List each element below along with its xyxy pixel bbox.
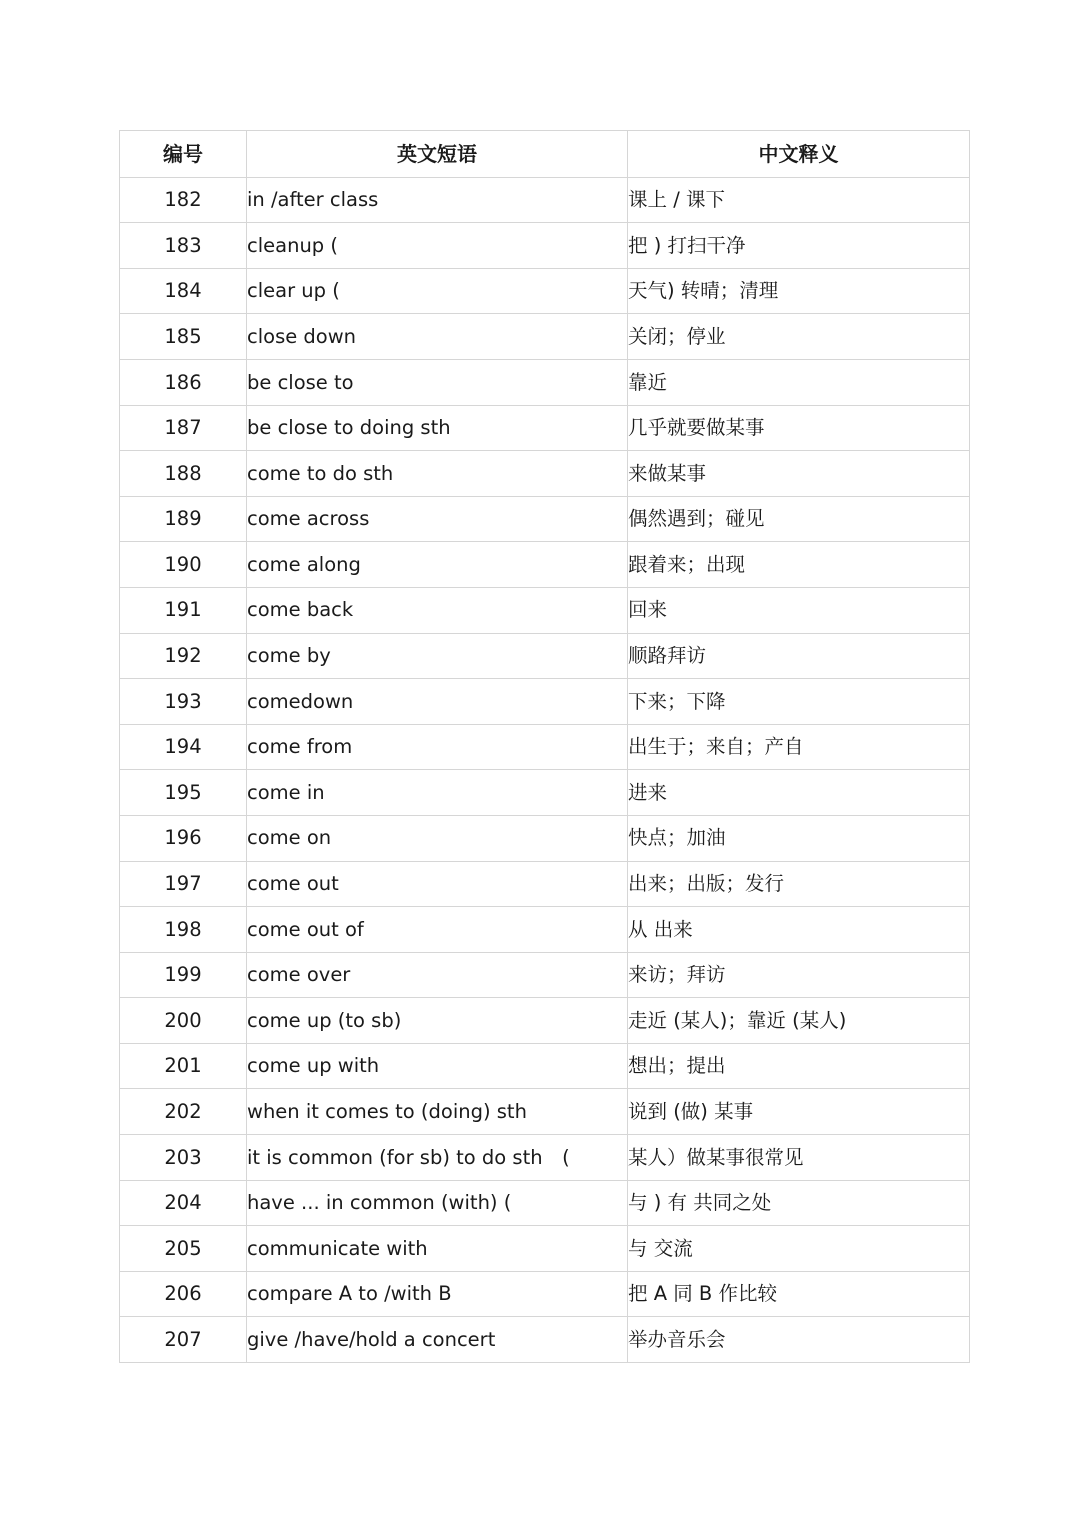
english-phrase: close down bbox=[247, 314, 628, 360]
table-body bbox=[120, 177, 970, 1362]
row-number: 184 bbox=[120, 268, 247, 314]
chinese-meaning: 出生于；来自；产自 bbox=[628, 724, 970, 770]
table-row bbox=[120, 1226, 970, 1272]
row-number: 185 bbox=[120, 314, 247, 360]
english-phrase: when it comes to (doing) sth bbox=[247, 1089, 628, 1135]
table-row bbox=[120, 359, 970, 405]
table-row bbox=[120, 861, 970, 907]
chinese-meaning: 与 ) 有 共同之处 bbox=[628, 1180, 970, 1226]
english-phrase: come up (to sb) bbox=[247, 998, 628, 1044]
chinese-meaning: 关闭；停业 bbox=[628, 314, 970, 360]
chinese-meaning: 走近 (某人)；靠近 (某人) bbox=[628, 998, 970, 1044]
chinese-meaning: 想出；提出 bbox=[628, 1043, 970, 1089]
chinese-meaning: 从 出来 bbox=[628, 907, 970, 953]
english-phrase: come back bbox=[247, 587, 628, 633]
chinese-meaning: 来访；拜访 bbox=[628, 952, 970, 998]
english-phrase: have ... in common (with) ( bbox=[247, 1180, 628, 1226]
english-phrase: come in bbox=[247, 770, 628, 816]
table-header-row bbox=[120, 131, 970, 178]
table-row bbox=[120, 223, 970, 269]
english-phrase: cleanup ( bbox=[247, 223, 628, 269]
row-number: 205 bbox=[120, 1226, 247, 1272]
chinese-meaning: 与 交流 bbox=[628, 1226, 970, 1272]
english-phrase: communicate with bbox=[247, 1226, 628, 1272]
row-number: 201 bbox=[120, 1043, 247, 1089]
chinese-meaning: 下来；下降 bbox=[628, 679, 970, 725]
header-chinese-meaning: 中文释义 bbox=[628, 131, 970, 178]
chinese-meaning: 天气) 转晴；清理 bbox=[628, 268, 970, 314]
english-phrase: come by bbox=[247, 633, 628, 679]
english-phrase: give /have/hold a concert bbox=[247, 1317, 628, 1363]
english-phrase: come up with bbox=[247, 1043, 628, 1089]
english-phrase: come from bbox=[247, 724, 628, 770]
table-row bbox=[120, 907, 970, 953]
row-number: 200 bbox=[120, 998, 247, 1044]
english-phrase: come to do sth bbox=[247, 451, 628, 497]
row-number: 188 bbox=[120, 451, 247, 497]
english-phrase: come on bbox=[247, 815, 628, 861]
row-number: 189 bbox=[120, 496, 247, 542]
table-row bbox=[120, 268, 970, 314]
table-row bbox=[120, 1043, 970, 1089]
vocabulary-table bbox=[119, 130, 970, 1363]
chinese-meaning: 出来；出版；发行 bbox=[628, 861, 970, 907]
chinese-meaning: 快点；加油 bbox=[628, 815, 970, 861]
chinese-meaning: 来做某事 bbox=[628, 451, 970, 497]
table-row bbox=[120, 496, 970, 542]
table-row bbox=[120, 633, 970, 679]
row-number: 192 bbox=[120, 633, 247, 679]
table-row bbox=[120, 451, 970, 497]
table-row bbox=[120, 724, 970, 770]
chinese-meaning: 课上 / 课下 bbox=[628, 177, 970, 223]
english-phrase: come over bbox=[247, 952, 628, 998]
table-row bbox=[120, 770, 970, 816]
header-number: 编号 bbox=[120, 131, 247, 178]
english-phrase: come along bbox=[247, 542, 628, 588]
row-number: 202 bbox=[120, 1089, 247, 1135]
chinese-meaning: 举办音乐会 bbox=[628, 1317, 970, 1363]
english-phrase: comedown bbox=[247, 679, 628, 725]
table-row bbox=[120, 1317, 970, 1363]
table-row bbox=[120, 815, 970, 861]
table-row bbox=[120, 679, 970, 725]
chinese-meaning: 某人）做某事很常见 bbox=[628, 1135, 970, 1181]
table-row bbox=[120, 1089, 970, 1135]
table-row bbox=[120, 542, 970, 588]
chinese-meaning: 几乎就要做某事 bbox=[628, 405, 970, 451]
row-number: 204 bbox=[120, 1180, 247, 1226]
english-phrase: be close to doing sth bbox=[247, 405, 628, 451]
row-number: 183 bbox=[120, 223, 247, 269]
table-row bbox=[120, 587, 970, 633]
row-number: 182 bbox=[120, 177, 247, 223]
table-row bbox=[120, 1271, 970, 1317]
table-row bbox=[120, 177, 970, 223]
english-phrase: in /after class bbox=[247, 177, 628, 223]
english-phrase: clear up ( bbox=[247, 268, 628, 314]
english-phrase: come out bbox=[247, 861, 628, 907]
row-number: 191 bbox=[120, 587, 247, 633]
english-phrase: come across bbox=[247, 496, 628, 542]
table-row bbox=[120, 998, 970, 1044]
header-english-phrase: 英文短语 bbox=[247, 131, 628, 178]
row-number: 195 bbox=[120, 770, 247, 816]
english-phrase: compare A to /with B bbox=[247, 1271, 628, 1317]
row-number: 190 bbox=[120, 542, 247, 588]
row-number: 206 bbox=[120, 1271, 247, 1317]
chinese-meaning: 回来 bbox=[628, 587, 970, 633]
table-row bbox=[120, 952, 970, 998]
row-number: 198 bbox=[120, 907, 247, 953]
chinese-meaning: 把 ) 打扫干净 bbox=[628, 223, 970, 269]
chinese-meaning: 进来 bbox=[628, 770, 970, 816]
chinese-meaning: 偶然遇到；碰见 bbox=[628, 496, 970, 542]
english-phrase: be close to bbox=[247, 359, 628, 405]
table-row bbox=[120, 1180, 970, 1226]
table-row bbox=[120, 1135, 970, 1181]
english-phrase: it is common (for sb) to do sth ( bbox=[247, 1135, 628, 1181]
chinese-meaning: 说到 (做) 某事 bbox=[628, 1089, 970, 1135]
row-number: 193 bbox=[120, 679, 247, 725]
table-row bbox=[120, 314, 970, 360]
chinese-meaning: 把 A 同 B 作比较 bbox=[628, 1271, 970, 1317]
row-number: 199 bbox=[120, 952, 247, 998]
row-number: 187 bbox=[120, 405, 247, 451]
row-number: 196 bbox=[120, 815, 247, 861]
row-number: 203 bbox=[120, 1135, 247, 1181]
english-phrase: come out of bbox=[247, 907, 628, 953]
row-number: 194 bbox=[120, 724, 247, 770]
table-row bbox=[120, 405, 970, 451]
row-number: 207 bbox=[120, 1317, 247, 1363]
chinese-meaning: 顺路拜访 bbox=[628, 633, 970, 679]
row-number: 186 bbox=[120, 359, 247, 405]
row-number: 197 bbox=[120, 861, 247, 907]
chinese-meaning: 跟着来；出现 bbox=[628, 542, 970, 588]
chinese-meaning: 靠近 bbox=[628, 359, 970, 405]
